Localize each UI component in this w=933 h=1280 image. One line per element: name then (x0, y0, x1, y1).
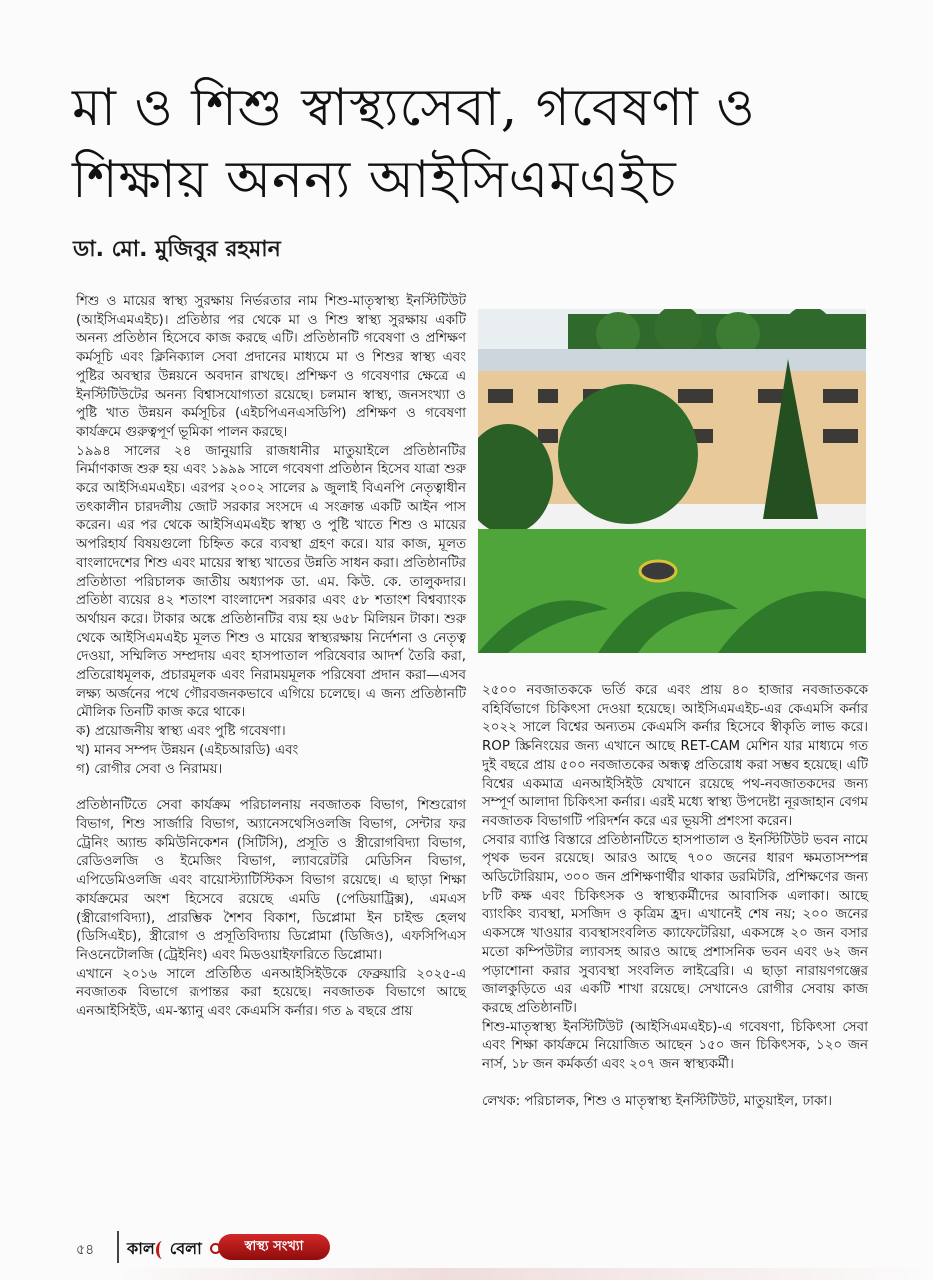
photo-illustration (478, 309, 866, 653)
paragraph: ১৯৯৪ সালের ২৪ জানুয়ারি রাজধানীর মাতুয়াইলে প্রতিষ্ঠানটির নির্মাণকাজ শুরু হয় এবং ১৯৯৯ সালে গবেষণা প্রতিষ্ঠান হিসেব যাত্রা শুরু করে আইসিএমএইচ। এরপর ২০০২ সালের ৯ জুলাই বিএনপি নেতৃত্বাধীন তৎকালীন চারদলীয় জোট সরকার সংসদে এ সংক্রান্ত একটি আইন পাস করেন। এর পর থেকে আইসিএমএইচ স্বাস্থ্য ও পুষ্টি খাতে শিশু ও মায়ের অপরিহার্য বিষয়গুলো চিহ্নিত করে ব্যবস্থা গ্রহণ করে। যার কাজ, মূলত বাংলাদেশের শিশু এবং মায়ের স্বাস্থ্য খাতের উন্নতি সাধন করা। প্রতিষ্ঠানটির প্রতিষ্ঠাতা পরিচালক জাতীয় অধ্যাপক ডা. এম. কিউ. কে. তালুকদার। প্রতিষ্ঠা ব্যয়ের ৪২ শতাংশ বাংলাদেশ সরকার এবং ৫৮ শতাংশ বিশ্বব্যাংক অর্থায়ন করে। টাকার অঙ্কে প্রতিষ্ঠানটির ব্যয় হয় ৬৫৮ মিলিয়ন টাকা। শুরু থেকে আইসিএমএইচ মূলত শিশু ও মায়ের স্বাস্থ্যরক্ষায় নির্দেশনা ও নেতৃত্ব দেওয়া, সম্মিলিত সম্প্রদায় এবং হাসপাতাল পরিষেবার আদর্শ তৈরি করা, প্রতিরোধমূলক, প্রচারমূলক এবং নিরাময়মূলক পরিষেবা প্রদান করা—এসব লক্ষ্য অর্জনের পথে গৌরবজনকভাবে এগিয়ে চলেছে। এ জন্য প্রতিষ্ঠানটি মৌলিক তিনটি কাজ করে থাকে। (76, 443, 466, 721)
footer-divider (117, 1231, 119, 1263)
publication-logo (127, 1236, 202, 1263)
paragraph: ২৫০০ নবজাতককে ভর্তি করে এবং প্রায় ৪০ হাজার নবজাতককে বহির্বিভাগে চিকিৎসা দেওয়া হয়েছে। আইসিএমএইচ-এর কেএমসি কর্নার ২০২২ সালে বিশ্বের অন্যতম কেএমসি কর্নার হিসেবে স্বীকৃতি লাভ করে। ROP স্ক্রিনিংয়ের জন্য এখানে আছে RET-CAM মেশিন যার মাধ্যমে গত দুই বছরে প্রায় ৫০০ নবজাতকের অন্ধত্ব প্রতিরোধ করা সম্ভব হয়েছে। এটি বিশ্বের একমাত্র এনআইসিইউ যেখানে রয়েছে পথ-নবজাতকদের জন্য সম্পূর্ণ আলাদা চিকিৎসা কর্নার। এরই মধ্যে স্বাস্থ্য উপদেষ্টা নূরজাহান বেগম নবজাতক বিভাগটি পরিদর্শন করে এর ভূয়সী প্রশংসা করেন। (482, 683, 868, 829)
article-title (72, 72, 772, 216)
logo-part-2: বেলা (169, 1239, 202, 1258)
author-note: লেখক: পরিচালক, শিশু ও মাতৃস্বাস্থ্য ইনস্টিটিউট, মাতুয়াইল, ঢাকা। (482, 1093, 833, 1109)
footer-decoration (120, 1268, 933, 1280)
left-column (76, 293, 466, 1022)
paragraph: সেবার ব্যাপ্তি বিস্তারে প্রতিষ্ঠানটিতে হাসপাতাল ও ইনস্টিটিউট ভবন নামে পৃথক ভবন রয়েছে। আরও আছে ৭০০ জনের ধারণ ক্ষমতাসম্পন্ন অডিটোরিয়াম, ৩০০ জন প্রশিক্ষণার্থীর থাকার ডরমিটরি, প্রশিক্ষণের জন্য ৮টি কক্ষ এবং চিকিৎসক ও স্বাস্থ্যকর্মীদের আবাসিক এলাকা। আছে ব্যাংকিং ব্যবস্থা, মসজিদ ও কৃত্রিম হ্রদ। এখানেই শেষ নয়; ২০০ জনের একসঙ্গে খাওয়ার ব্যবস্থাসংবলিত ক্যাফেটেরিয়া, একসঙ্গে ২০ জন বসার মতো কম্পিউটার ল্যাবসহ আরও আছে প্রশাসনিক ভবন এবং ৬২ জন পড়াশোনা করার সুব্যবস্থা সংবলিত লাইব্রেরি। এ ছাড়া নারায়ণগঞ্জের জালকুড়িতে এর একটি শাখা রয়েছে। সেখানেও রোগীর সেবায় কাজ করছে প্রতিষ্ঠানটি। (482, 832, 868, 1016)
list-item: ক) প্রয়োজনীয় স্বাস্থ্য এবং পুষ্টি গবেষণা। (76, 724, 286, 740)
logo-part-1: কাল (127, 1239, 155, 1258)
title-line-2: শিক্ষায় অনন্য আইসিএমএইচ (72, 150, 677, 210)
page-number: ৫৪ (76, 1242, 95, 1258)
author-byline: ডা. মো. মুজিবুর রহমান (73, 237, 281, 262)
section-label-badge: স্বাস্থ্য সংখ্যা (218, 1234, 330, 1260)
title-line-1: মা ও শিশু স্বাস্থ্যসেবা, গবেষণা ও (72, 78, 756, 138)
paragraph: শিশু-মাতৃস্বাস্থ্য ইনস্টিটিউট (আইসিএমএইচ)-এ গবেষণা, চিকিৎসা সেবা এবং শিক্ষা কার্যক্রমে নিয়োজিত আছেন ১৫০ জন চিকিৎসক, ১২০ জন নার্স, ১৮ জন কর্মকর্তা এবং ২০৭ জন স্বাস্থ্যকর্মী। (482, 1019, 868, 1073)
right-column (482, 682, 868, 1111)
hospital-building-photo (478, 309, 866, 653)
list-item: গ) রোগীর সেবা ও নিরাময়। (76, 761, 223, 777)
paragraph: শিশু ও মায়ের স্বাস্থ্য সুরক্ষায় নির্ভরতার নাম শিশু-মাতৃস্বাস্থ্য ইনস্টিটিউট (আইসিএমএইচ)। প্রতিষ্ঠার পর থেকে মা ও শিশু স্বাস্থ্য সুরক্ষায় একটি অনন্য প্রতিষ্ঠান হিসেবে কাজ করছে এটি। প্রতিষ্ঠানটি গবেষণা ও প্রশিক্ষণ কর্মসূচি এবং ক্লিনিক্যাল সেবা প্রদানের মাধ্যমে মা ও শিশুর স্বাস্থ্য এবং পুষ্টির অবস্থার উন্নয়নে অবদান রাখছে। প্রশিক্ষণ ও গবেষণার ক্ষেত্রে এ ইনস্টিটিউটের অনন্য বিশ্বাসযোগ্যতা রয়েছে। চলমান স্বাস্থ্য, জনসংখ্যা ও পুষ্টি খাত উন্নয়ন কর্মসূচির (এইচপিএনএসডিপি) প্রশিক্ষণ ও গবেষণা কার্যক্রমে গুরুত্বপূর্ণ ভূমিকা পালন করছে। (76, 294, 466, 440)
list-item: খ) মানব সম্পদ উন্নয়ন (এইচআরডি) এবং (76, 742, 299, 758)
paragraph: প্রতিষ্ঠানটিতে সেবা কার্যক্রম পরিচালনায় নবজাতক বিভাগ, শিশুরোগ বিভাগ, শিশু সার্জারি বিভাগ, অ্যানেসথেসিওলজি বিভাগ, সেন্টার ফর ট্রেনিং অ্যান্ড কমিউনিকেশন (সিটিসি), প্রসূতি ও স্ত্রীরোগবিদ্যা বিভাগ, রেডিওলজি ও ইমেজিং বিভাগ, ল্যাবরেটরি মেডিসিন বিভাগ, এপিডেমিওলজি এবং বায়োস্ট্যাটিস্টিকস বিভাগ রয়েছে। এ ছাড়া শিক্ষা কার্যক্রমের অংশ হিসেবে রয়েছে এমডি (পেডিয়াট্রিক্স), এমএস (স্ত্রীরোগবিদ্যা), প্রারম্ভিক শৈশব বিকাশ, ডিপ্লোমা ইন চাইল্ড হেলথ (ডিসিএইচ), স্ত্রীরোগ ও প্রসূতিবিদ্যায় ডিপ্লোমা (ডিজিও), এফসিপিএস নিওনেটোলজি (ট্রেইনিং) এবং মিডওয়াইফারিতে ডিপ্লোমা। (76, 798, 466, 963)
logo-arc-icon (156, 1241, 169, 1259)
paragraph: এখানে ২০১৬ সালে প্রতিষ্ঠিত এনআইসিইউকে ফেব্রুয়ারি ২০২৫-এ নবজাতক বিভাগে রূপান্তর করা হয়েছে। নবজাতক বিভাগে আছে এনআইসিইউ, এম-স্ক্যানু এবং কেএমসি কর্নার। গত ৯ বছরে প্রায় (76, 966, 466, 1020)
